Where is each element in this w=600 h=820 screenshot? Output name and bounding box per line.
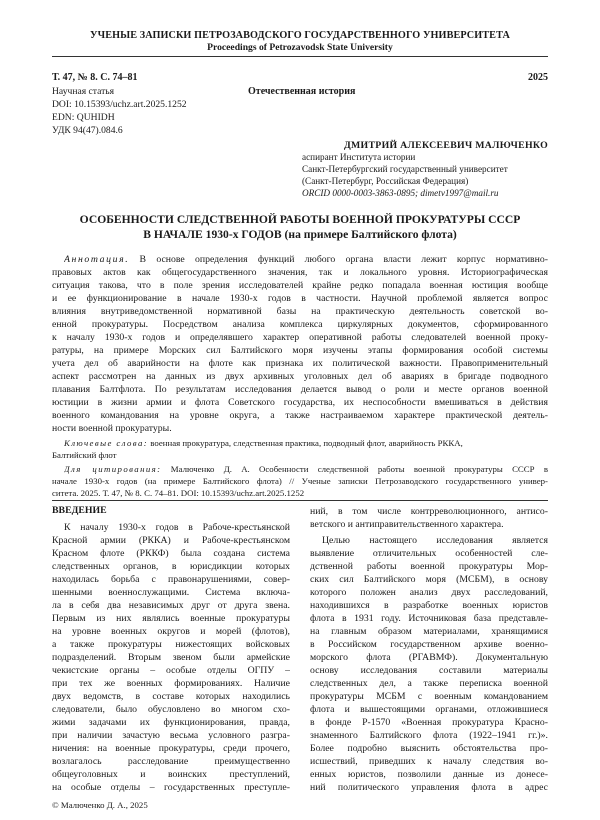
body-line: ветского и антиправительственного характера. — [310, 519, 504, 530]
copyright: © Малюченко Д. А., 2025 — [52, 800, 148, 810]
author-university: Санкт-Петербургский государственный университет — [302, 164, 508, 174]
body-line: выявление отличительных особенностей сле- — [310, 548, 548, 559]
body-line: дственной работы военной прокуратуры Мор- — [310, 561, 548, 572]
header-divider — [52, 56, 548, 57]
body-line: шенными военнослужащими. Система включа- — [52, 587, 290, 598]
journal-subtitle: Proceedings of Petrozavodsk State University — [207, 42, 393, 53]
body-line: которого положен анализ двух расследований, — [310, 587, 548, 598]
body-line: Красном флоте (РККФ) была создана система — [52, 548, 290, 559]
citation-label: Для цитирования: — [64, 464, 162, 474]
body-line: при наличии зачастую весьма условного разгра- — [52, 730, 290, 741]
udc: УДК 94(47).084.6 — [52, 125, 123, 136]
abstract-line: к началу 1930-х годов и определявшего характер оперативной работы следователей военной проку- — [52, 332, 548, 343]
body-line: возлагалось расследование преимущественно — [52, 756, 290, 767]
section-title: Отечественная история — [248, 86, 356, 97]
keywords-line — [64, 437, 548, 449]
body-line: на особые отделы – государственных преступле- — [52, 782, 290, 793]
abstract-line: юстиции в жизни армии и флота Советского государства, их неспособности вмешиваться в действия — [52, 397, 548, 408]
author-location: (Санкт-Петербург, Российская Федерация) — [302, 176, 469, 186]
abstract-line: правовых актов как общегосударственного значения, так и локального уровня. Историографическая — [52, 267, 548, 278]
body-line: общеуголовных и воинских преступлений, — [52, 769, 290, 780]
body-line: следственных органов, в юрисдикции которых — [52, 561, 290, 572]
body-line: на уровне военных округов и морей (флотов), — [52, 626, 290, 637]
body-line: находившихся в разработке военных юристов — [310, 600, 548, 611]
body-line: прокуратуры МСБМ с военным командованием — [310, 691, 548, 702]
body-line: двух ведомств, в составе которых находились — [52, 691, 290, 702]
body-line: Целью настоящего исследования является — [322, 535, 548, 546]
body-line: находилась борьба с правонарушениями, совер- — [52, 574, 290, 585]
body-line: следственных дел, а также переписка военной — [310, 678, 548, 689]
publication-year: 2025 — [528, 72, 548, 83]
body-line: а также прокуратуры нижестоящих войсковых — [52, 639, 290, 650]
body-line: ний, в том числе контрреволюционного, антисо- — [310, 506, 548, 517]
abstract-line: аспект рассмотрен на данных из двух архивных уголовных дел об авариях в бригаде подводного — [52, 371, 548, 382]
citation-line: начале 1930-х годов (на примере Балтийского флота) // Ученые записки Петрозаводского государственного универ- — [52, 476, 548, 486]
abstract-line: военного командования на уровне округа, а также настраиваемом характере практической деятель- — [52, 410, 548, 421]
issue-info: Т. 47, № 8. С. 74–81 — [52, 72, 138, 83]
article-title-line-1: ОСОБЕННОСТИ СЛЕДСТВЕННОЙ РАБОТЫ ВОЕННОЙ ПРОКУРАТУРЫ СССР — [79, 213, 521, 226]
citation-line — [64, 463, 548, 475]
abstract-line: енной прокуратуры. Посредством анализа комплекса циркулярных документов, сформированного — [52, 319, 548, 330]
intro-heading: ВВЕДЕНИЕ — [52, 505, 107, 516]
body-line: флота в 1931 году. Источниковая база представле- — [310, 613, 548, 624]
abstract-line: и ее функционирование в начале 1930-х годов в частности. Научной проблемой является вопрос — [52, 293, 548, 304]
body-line: Красной армии (РККА) и Рабоче-крестьянском — [52, 535, 290, 546]
body-line: флота и вышестоящими органами, отложившиеся — [310, 704, 548, 715]
body-line: енных юристов, позволили данные из донесе- — [310, 769, 548, 780]
edn: EDN: QUHIDH — [52, 112, 115, 123]
body-line: основу исследования составили материалы — [310, 665, 548, 676]
body-line: Первым из них являлись военные прокуратуры — [52, 613, 290, 624]
author-contact[interactable]: ORCID 0000-0003-3863-0895; dimetv1997@mail.ru — [302, 188, 499, 198]
author-name: ДМИТРИЙ АЛЕКСЕЕВИЧ МАЛЮЧЕНКО — [343, 140, 548, 151]
body-line: на главным образом материалами, хранящимися — [310, 626, 548, 637]
body-line: чекистские органы – особые отделы ОГПУ – — [52, 665, 290, 676]
keywords-text: военная прокуратура, следственная практика, подводный флот, аварийность РККА, — [150, 438, 463, 448]
keywords-line: Балтийский флот — [52, 450, 117, 460]
abstract-text: В основе определения функций любого органа власти лежит корпус нормативно- — [139, 254, 548, 265]
body-line: следователи, было обусловлено во многом схо- — [52, 704, 290, 715]
citation-divider — [52, 500, 548, 501]
keywords-label: Ключевые слова: — [64, 438, 149, 448]
body-line: ничения: на военные прокуратуры, среди прочего, — [52, 743, 290, 754]
abstract-line: учета дел об аварийности на флоте как признака их политической важности. Правоприменительный — [52, 358, 548, 369]
abstract-line: влияния внутриведомственной нормативной базы на практическую деятельность советской во- — [52, 306, 548, 317]
article-title-line-2: В НАЧАЛЕ 1930-х ГОДОВ (на примере Балтийского флота) — [143, 228, 457, 241]
abstract-line — [64, 253, 548, 266]
author-position: аспирант Института истории — [302, 152, 416, 162]
journal-title: УЧЕНЫЕ ЗАПИСКИ ПЕТРОЗАВОДСКОГО ГОСУДАРСТВЕННОГО УНИВЕРСИТЕТА — [90, 30, 510, 41]
doi[interactable]: DOI: 10.15393/uchz.art.2025.1252 — [52, 99, 187, 110]
body-line: ских сил Балтийского моря (МСБМ), в основу — [310, 574, 548, 585]
body-line: исшествий, приведших к началу следствия во- — [310, 756, 548, 767]
body-line: Более подробно выяснить обстоятельства про- — [310, 743, 548, 754]
article-type: Научная статья — [52, 86, 115, 97]
abstract-line: ратуры, на примере Морских сил Балтийского моря изучены этапы формирования особой системы — [52, 345, 548, 356]
body-line: при тех же военных формированиях. Наличие — [52, 678, 290, 689]
abstract-label: Аннотация. — [64, 254, 130, 265]
abstract-line: плавания Балтфлота. По результатам исследования делается вывод о роли и месте органов военной — [52, 384, 548, 395]
body-line: знаменного Балтийского флота (1922–1941 гг.)». — [310, 730, 548, 741]
body-line: К началу 1930-х годов в Рабоче-крестьянской — [64, 522, 290, 533]
body-line: ний политического управления флота в адрес — [310, 782, 548, 793]
body-line: в Российском государственном архиве военно- — [310, 639, 548, 650]
citation-text: Малюченко Д. А. Особенности следственной работы военной прокуратуры СССР в — [170, 464, 548, 474]
body-line: ла в себя два независимых друг от друга звена. — [52, 600, 290, 611]
body-line: морского флота (РГАВМФ). Документальную — [310, 652, 548, 663]
abstract-line: ситуация такова, что в поле зрения исследователей крайне редко попадала военная юстиция вообще — [52, 280, 548, 291]
citation-line: ситета. 2025. Т. 47, № 8. С. 74–81. DOI: 10.15393/uchz.art.2025.1252 — [52, 488, 305, 498]
abstract-line: ности военной прокуратуры. — [52, 423, 172, 434]
body-line: подразделений. Вторым звеном были армейские — [52, 652, 290, 663]
body-line: в фонде Р-1570 «Военная прокуратура Красно- — [310, 717, 548, 728]
body-line: жими задачами их функционирования, правда, — [52, 717, 290, 728]
